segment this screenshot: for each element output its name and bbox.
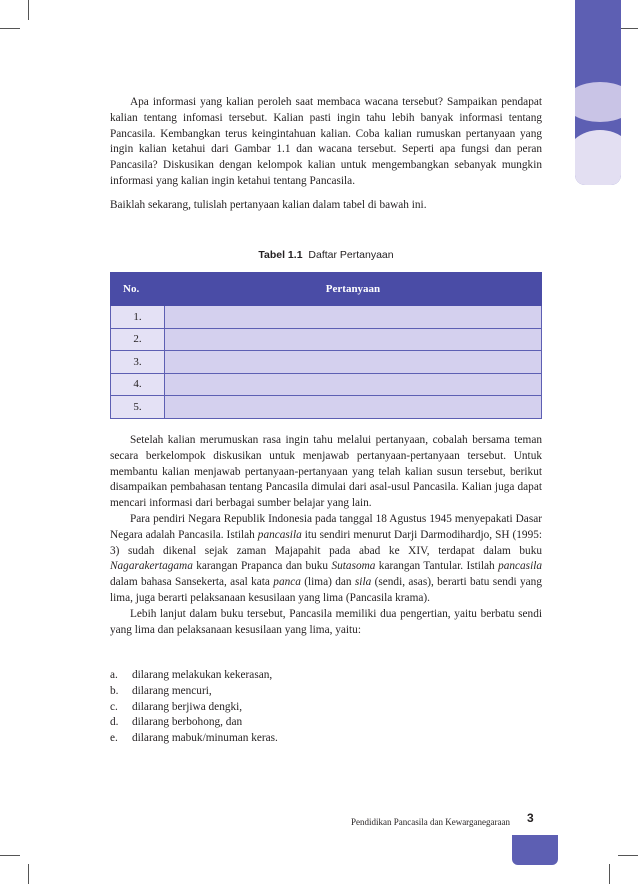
- crop-mark: [0, 28, 20, 29]
- paragraph-4: Para pendiri Negara Republik Indonesia pada tanggal 18 Agustus 1945 menyepakati Dasar Negara adalah Pancasila. Istilah pancasila itu sendiri menurut Darji Darmodihardjo, SH (1995: 3) sudah dikenal sejak zaman Majapahit pada abad ke XIV, terdapat dalam buku Nagarakertagama karangan Prapanca dan buku Sutasoma karangan Tantular. Istilah pancasila dalam bahasa Sansekerta, asal kata panca (lima) dan sila (sendi, asas), berarti batu sendi yang lima, juga berarti pelaksanaan kesusilaan yang lima (Pancasila krama).: [110, 512, 543, 604]
- list-item: a. dilarang melakukan kekerasan,: [110, 669, 273, 681]
- page-tab-decoration: [512, 835, 558, 865]
- table-caption: [110, 249, 542, 261]
- question-cell[interactable]: [165, 396, 542, 419]
- row-number: 4.: [111, 373, 165, 396]
- table-header-row: [111, 273, 542, 306]
- question-cell[interactable]: [165, 351, 542, 374]
- row-number: 5.: [111, 396, 165, 419]
- wave-decoration: [575, 130, 621, 185]
- paragraph-3: Setelah kalian merumuskan rasa ingin tahu melalui pertanyaan, cobalah bersama teman secara berkelompok diskusikan untuk menjawab pertanyaan-pertanyaan tersebut. Untuk membantu kalian menjawab pertanyaan-pertanyaan yang telah kalian susun tersebut, berikut disampaikan pembahasan tentang Pancasila dimulai dari asal-usul Pancasila. Kalian juga dapat mencari informasi dari berbagai sumber belajar yang lain.: [110, 434, 542, 510]
- footer-book-title: Pendidikan Pancasila dan Kewarganegaraan: [350, 817, 510, 827]
- table-row: [111, 396, 542, 419]
- list-item: c. dilarang berjiwa dengki,: [110, 700, 243, 713]
- crop-mark: [618, 28, 638, 29]
- table-row: [111, 351, 542, 374]
- table-caption-label: Tabel 1.1: [258, 249, 303, 261]
- paragraph-2: Baiklah sekarang, tulislah pertanyaan kalian dalam tabel di bawah ini.: [110, 198, 427, 211]
- prohibition-list: [110, 668, 278, 747]
- question-cell[interactable]: [165, 373, 542, 396]
- crop-mark: [0, 855, 20, 856]
- crop-mark: [609, 864, 610, 884]
- list-item: e. dilarang mabuk/minuman keras.: [110, 732, 278, 745]
- table-caption-title: Daftar Pertanyaan: [308, 249, 394, 261]
- row-number: 3.: [111, 351, 165, 374]
- crop-mark: [28, 864, 29, 884]
- row-number: 1.: [111, 306, 165, 329]
- question-cell[interactable]: [165, 306, 542, 329]
- table-row: [111, 328, 542, 351]
- question-table: [110, 272, 542, 419]
- column-header-pertanyaan: Pertanyaan: [165, 273, 542, 306]
- table-row: [111, 373, 542, 396]
- body-text: [110, 433, 542, 638]
- question-cell[interactable]: [165, 328, 542, 351]
- crop-mark: [28, 0, 29, 20]
- page-number: 3: [527, 811, 534, 825]
- paragraph-1: Apa informasi yang kalian peroleh saat membaca wacana tersebut? Sampaikan pendapat kalian tentang infomasi tersebut. Kalian pasti ingin tahu lebih banyak informasi tentang Pancasila. Kembangkan terus keingintahuan kalian. Coba kalian rumuskan pertanyaan yang ingin kalian ketahui dari Gambar 1.1 dan wacana tersebut. Seperti apa fungsi dan peran Pancasila? Diskusikan dengan kelompok kalian untuk mengembangkan sebanyak mungkin informasi yang kalian ingin ketahui tentang Pancasila.: [110, 96, 542, 187]
- wave-decoration: [575, 82, 621, 122]
- intro-text: [110, 95, 542, 214]
- list-item: d. dilarang berbohong, dan: [110, 716, 243, 729]
- row-number: 2.: [111, 328, 165, 351]
- column-header-no: No.: [111, 273, 165, 306]
- list-item: b. dilarang mencuri,: [110, 684, 212, 697]
- paragraph-5: Lebih lanjut dalam buku tersebut, Pancasila memiliki dua pengertian, yaitu berbatu sendi yang lima dan pelaksanaan kesusilaan yang lima, yaitu:: [110, 607, 542, 636]
- crop-mark: [618, 855, 638, 856]
- table-row: [111, 306, 542, 329]
- chapter-tab-decoration: [575, 0, 621, 185]
